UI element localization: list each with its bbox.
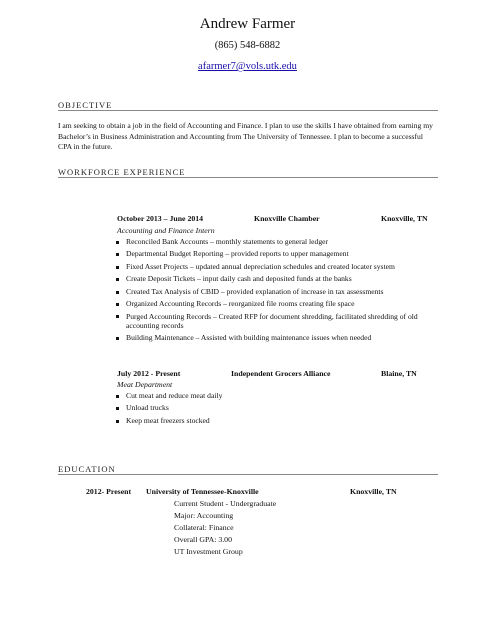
email-row — [0, 56, 495, 74]
list-item: Cut meat and reduce meat daily — [115, 390, 440, 402]
job-organization: Knoxville Chamber — [254, 214, 320, 223]
education-detail: UT Investment Group — [174, 547, 243, 556]
education-heading: EDUCATION — [58, 464, 116, 474]
education-detail: Current Student - Undergraduate — [174, 499, 277, 508]
school-name: University of Tennessee-Knoxville — [146, 487, 259, 496]
list-item: Building Maintenance – Assisted with building maintenance issues when needed — [115, 332, 440, 344]
list-item: Fixed Asset Projects – updated annual depreciation schedules and created locater system — [115, 261, 440, 273]
objective-text: I am seeking to obtain a job in the field of Accounting and Finance. I plan to use the skills I have obtained from earning my Bachelor’s in Business Administration and Accounting from The University of Tennessee. I plan to become a successful CPA in the future. — [58, 121, 433, 152]
objective-heading: OBJECTIVE — [58, 100, 113, 110]
education-detail: Overall GPA: 3.00 — [174, 535, 232, 544]
job-location: Knoxville, TN — [381, 214, 428, 223]
list-item: Keep meat freezers stocked — [115, 415, 440, 427]
job-position: Meat Department — [117, 380, 173, 389]
list-item: Create Deposit Tickets – input daily cash and deposited funds at the banks — [115, 273, 440, 285]
experience-heading: WORKFORCE EXPERIENCE — [58, 167, 186, 177]
email-link[interactable]: afarmer7@vols.utk.edu — [198, 61, 297, 72]
experience-divider — [58, 177, 438, 178]
school-location: Knoxville, TN — [350, 487, 397, 496]
education-dates: 2012- Present — [86, 487, 132, 496]
phone-number: (865) 548-6882 — [214, 40, 281, 51]
job-position: Accounting and Finance Intern — [117, 226, 215, 235]
job-duties-list — [115, 390, 440, 427]
list-item: Organized Accounting Records – reorganized file rooms creating file space — [115, 298, 440, 310]
job-organization: Independent Grocers Alliance — [231, 369, 331, 378]
resume-name: Andrew Farmer — [199, 16, 296, 32]
education-detail: Collateral: Finance — [174, 523, 234, 532]
education-divider — [58, 474, 438, 475]
list-item: Departmental Budget Reporting – provided reports to upper management — [115, 248, 440, 260]
job-duties-list — [115, 236, 440, 345]
job-dates: October 2013 – June 2014 — [117, 214, 204, 223]
objective-divider — [58, 110, 438, 111]
list-item: Purged Accounting Records – Created RFP for document shredding, facilitated shredding of old accounting records — [115, 310, 440, 332]
list-item: Unload trucks — [115, 402, 440, 414]
list-item: Reconciled Bank Accounts – monthly statements to general ledger — [115, 236, 440, 248]
list-item: Created Tax Analysis of CBID – provided explanation of increase in tax assessments — [115, 286, 440, 298]
education-detail: Major: Accounting — [174, 511, 234, 520]
job-location: Blaine, TN — [381, 369, 417, 378]
job-dates: July 2012 - Present — [117, 369, 181, 378]
